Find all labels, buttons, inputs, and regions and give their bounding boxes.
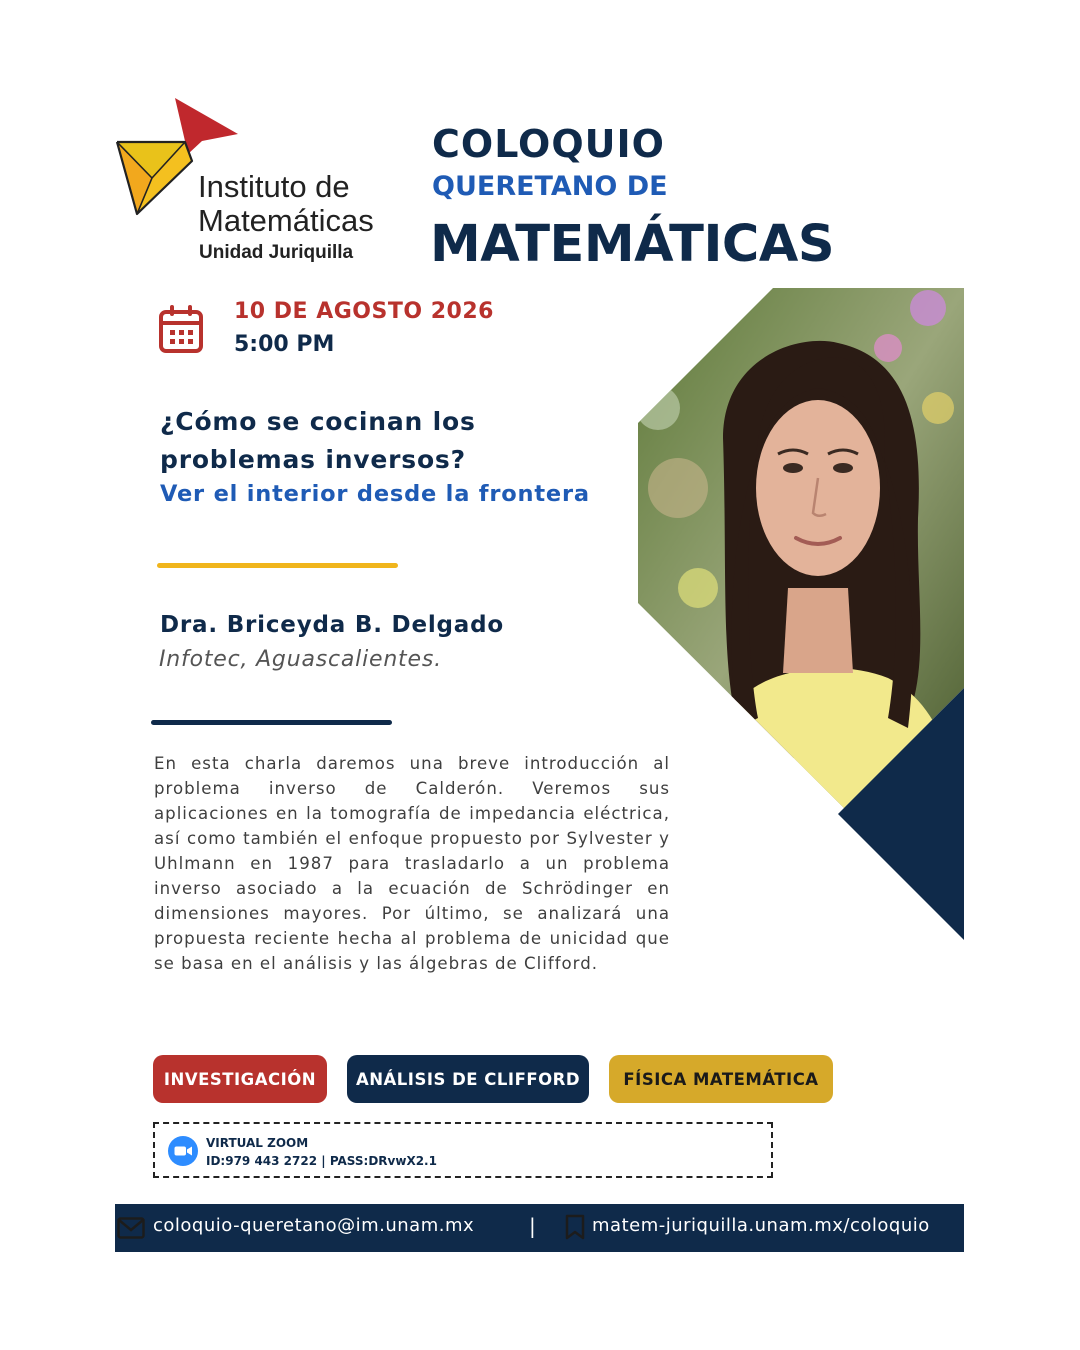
logo-text-mathematics: Matemáticas: [198, 203, 374, 238]
tag-analisis-clifford: ANÁLISIS DE CLIFFORD: [347, 1055, 589, 1103]
mail-icon: [117, 1217, 145, 1239]
abstract-text: En esta charla daremos una breve introducción al problema inverso de Calderón. Veremos sus aplicaciones en la tomografía de impedancia eléctrica, así como también el enfoque propuesto por Sylvester y Uhlmann en 1987 para trasladarlo a un problema inverso asociado a la ecuación de Schrödinger en dimensiones mayores. Por último, se analizará una propuesta reciente hecha al problema de unicidad que se basa en el análisis y las álgebras de Clifford.: [154, 754, 670, 973]
header-line-queretano: QUERETANO DE: [432, 171, 668, 202]
divider-navy: [151, 720, 392, 725]
divider-yellow: [157, 563, 398, 568]
speaker-name: Dra. Briceyda B. Delgado: [160, 612, 504, 638]
talk-title-line1: ¿Cómo se cocinan los: [160, 407, 476, 436]
tag-investigacion: INVESTIGACIÓN: [153, 1055, 327, 1103]
header-line-matematicas: MATEMÁTICAS: [430, 215, 835, 274]
zoom-label: VIRTUAL ZOOM: [206, 1136, 309, 1150]
logo-text-unit: Unidad Juriquilla: [199, 242, 354, 263]
zoom-info-box: [153, 1122, 773, 1178]
footer-email-link[interactable]: coloquio-queretano@im.unam.mx: [153, 1215, 475, 1236]
logo-text-institute: Instituto de: [198, 169, 350, 204]
event-date: 10 DE AGOSTO 2026: [234, 299, 494, 324]
footer-separator: |: [529, 1214, 536, 1238]
decorative-triangle: [838, 688, 964, 940]
talk-title-line2: problemas inversos?: [160, 445, 466, 474]
calendar-icon: [158, 304, 204, 354]
tag-fisica-matematica: FÍSICA MATEMÁTICA: [609, 1055, 833, 1103]
zoom-credentials: ID:979 443 2722 | PASS:DRvwX2.1: [206, 1154, 437, 1168]
speaker-affiliation: Infotec, Aguascalientes.: [159, 647, 442, 672]
footer-website-link[interactable]: matem-juriquilla.unam.mx/coloquio: [592, 1215, 930, 1236]
header-line-coloquio: COLOQUIO: [432, 122, 665, 166]
bookmark-icon: [564, 1214, 586, 1240]
talk-subtitle: Ver el interior desde la frontera: [160, 481, 590, 507]
event-time: 5:00 PM: [234, 332, 335, 357]
video-camera-icon: [168, 1136, 198, 1166]
